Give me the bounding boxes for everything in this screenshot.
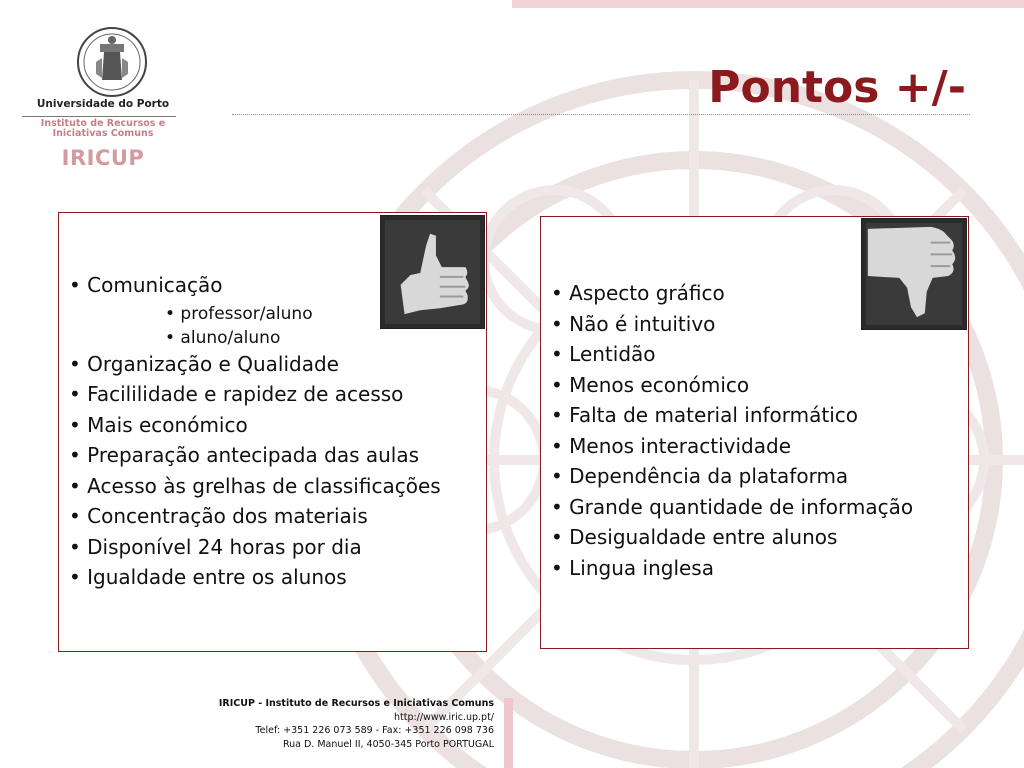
- footer-org: IRICUP - Instituto de Recursos e Iniciativas Comuns: [218, 698, 494, 709]
- negative-item: • Menos interactividade: [551, 433, 791, 458]
- institute-acronym: IRICUP: [61, 146, 145, 170]
- positive-item: • Disponível 24 horas por dia: [69, 534, 362, 559]
- positive-points-list: [69, 273, 479, 596]
- footer-phone: Telef: +351 226 073 589 - Fax: +351 226 098 736: [255, 725, 494, 736]
- logo-divider: [22, 116, 176, 117]
- negative-item: • Grande quantidade de informação: [551, 494, 914, 519]
- positive-subitem: • aluno/aluno: [165, 327, 281, 348]
- negative-item: • Menos económico: [551, 372, 750, 397]
- positive-item: • Igualdade entre os alunos: [69, 565, 347, 589]
- negative-item: • Desigualdade entre alunos: [551, 525, 838, 549]
- negative-item: • Lingua inglesa: [551, 555, 714, 580]
- positive-points-panel: [58, 212, 487, 652]
- negative-points-list: [551, 281, 961, 586]
- university-name: Universidade do Porto: [36, 98, 170, 110]
- positive-item: • Organização e Qualidade: [69, 351, 339, 376]
- footer-accent-bar: [504, 698, 513, 768]
- positive-item: • Acesso às grelhas de classificações: [69, 473, 441, 498]
- negative-item: • Falta de material informático: [551, 403, 859, 427]
- positive-item: • Comunicação: [69, 273, 223, 297]
- positive-item: • Facililidade e rapidez de acesso: [69, 382, 404, 406]
- negative-item: • Lentidão: [551, 342, 656, 366]
- positive-item: • Mais económico: [69, 412, 248, 437]
- positive-item: • Concentração dos materiais: [69, 504, 368, 528]
- footer-contact: [200, 697, 494, 751]
- positive-item: • Preparação antecipada das aulas: [69, 443, 420, 467]
- negative-item: • Aspecto gráfico: [551, 281, 725, 305]
- negative-item: • Dependência da plataforma: [551, 464, 849, 488]
- negative-item: • Não é intuitivo: [551, 311, 716, 336]
- negative-points-panel: [540, 216, 969, 649]
- footer-url[interactable]: http://www.iric.up.pt/: [393, 711, 494, 723]
- positive-subitem: • professor/aluno: [165, 303, 313, 324]
- top-accent-stripe: [512, 0, 1024, 8]
- institute-name-line1: Instituto de Recursos e: [40, 118, 166, 129]
- footer-address: Rua D. Manuel II, 4050-345 Porto PORTUGAL: [282, 738, 494, 750]
- university-logo: [18, 22, 178, 177]
- institute-name: [18, 119, 188, 138]
- title-divider: [232, 114, 970, 115]
- slide-title: Pontos +/-: [708, 62, 966, 113]
- institute-name-line2: Iniciativas Comuns: [52, 127, 154, 139]
